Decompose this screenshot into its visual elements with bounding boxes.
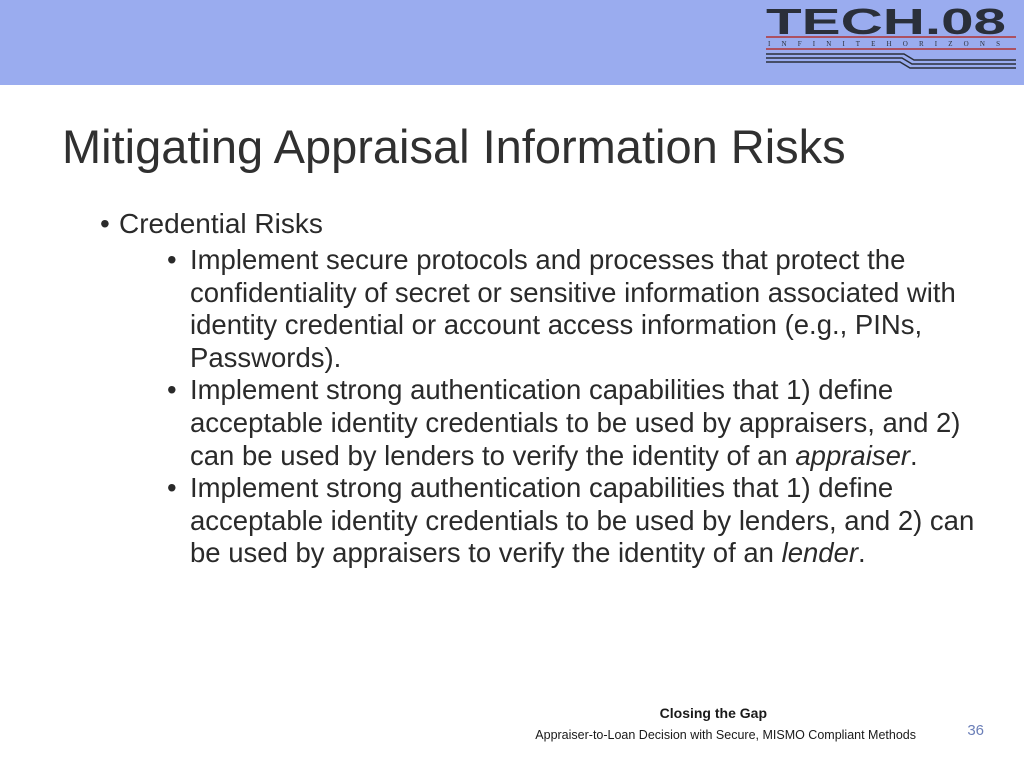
sub-bullet-1-text: Implement secure protocols and processes that protect the confidentiality of secret or sensitive information associated with identity credential or account access information (e.g., PINs, Passwords).	[190, 244, 956, 373]
sub-bullet-2-end: .	[910, 439, 918, 471]
bullet-level1	[100, 208, 323, 240]
level1-text: Credential Risks	[119, 208, 323, 239]
tech08-logo	[764, 4, 1020, 72]
footer-subtitle: Appraiser-to-Loan Decision with Secure, MISMO Compliant Methods	[535, 728, 916, 742]
emphasis-lender: lender	[781, 537, 859, 569]
page-number: 36	[967, 722, 984, 739]
logo-tagline: I N F I N I T E H O R I Z O N S	[768, 40, 1000, 48]
sub-bullet-1	[0, 244, 980, 374]
sub-bullet-2-text: Implement strong authentication capabilities that 1) define acceptable identity credentials to be used by appraisers, and 2) can be used by lenders to verify the identity of an	[190, 374, 961, 471]
bullet-dot: •	[167, 374, 177, 406]
sub-bullet-2	[0, 374, 980, 472]
bullet-dot: •	[167, 244, 177, 275]
slide-title: Mitigating Appraisal Information Risks	[62, 120, 846, 173]
sub-bullet-list	[0, 244, 1024, 570]
bullet-dot: •	[167, 472, 177, 504]
logo-text: TECH.08	[766, 4, 1006, 42]
sub-bullet-3-text: Implement strong authentication capabilities that 1) define acceptable identity credentials to be used by lenders, and 2) can be used by appraisers to verify the identity of an	[190, 472, 975, 569]
bullet-dot: •	[100, 208, 110, 239]
sub-bullet-3	[0, 472, 980, 570]
emphasis-appraiser: appraiser	[795, 439, 911, 471]
footer-title: Closing the Gap	[659, 705, 767, 721]
sub-bullet-3-end: .	[858, 537, 866, 569]
